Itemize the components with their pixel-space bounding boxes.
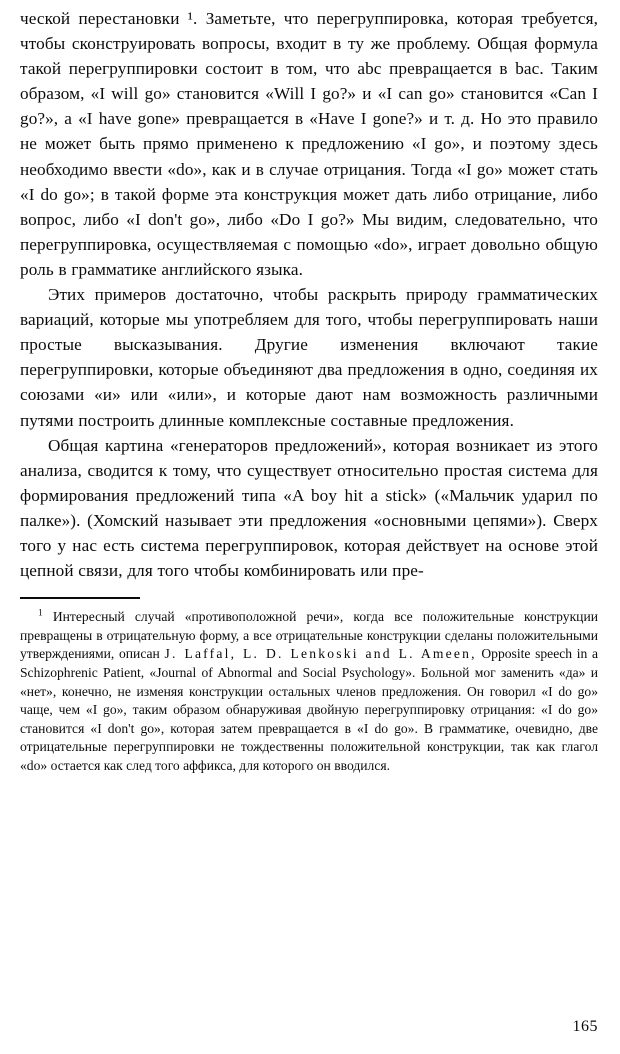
footnote-text-after-authors: Opposite speech in a Schizophrenic Patient, «Journal of Abnormal and Social Psychology». Больной мог заменить «да» и «нет», конечно, не изменяя конструкции остальных членов предложения. Он говорил «I do go» чаще, чем «I go», таким образом обнаруживая двойную перегруппировку отрицания: «I do go» становится «I don't go», которая затем превращается в «I do go». В грамматике, очевидно, две отрицательные перегруппировки не тождественны положительной конструкции, так как глагол «do» остается как след того аффикса, для которого он вводился.: [20, 646, 598, 773]
paragraph-3: Общая картина «генераторов предложений», которая возникает из этого анализа, сводится к тому, что существует относительно простая система для формирования предложений типа «A boy hit a stick» («Мальчик ударил по палке»). (Хомский называет эти предложения «основными цепями»). Сверх того у нас есть система перегруппировок, которая действует на основе этой цепной связи, для того чтобы комбинировать или пре-: [20, 435, 598, 581]
footnote-authors: J. Laffal, L. D. Lenkoski and L. Ameen,: [164, 646, 477, 662]
footnote-separator-rule: [20, 597, 140, 599]
footnote-text-before-authors: Интересный случай «противоположной речи», когда все положительные конструкции превращены в отрицательную форму, а все отрицательные конструкции сделаны положительными утверждениями, описан: [20, 609, 598, 662]
main-text-column: [20, 6, 598, 583]
footnote-marker: 1: [38, 608, 43, 619]
footnote-text: [20, 608, 598, 775]
page-number: 165: [572, 1018, 598, 1035]
paragraph-1: ческой перестановки ¹. Заметьте, что перегруппировка, которая требуется, чтобы сконструировать вопросы, входит в ту же проблему. Общая формула такой перегруппировки состоит в том, что abc превращается в bac. Таким образом, «I will go» становится «Will I go?» и «I can go» становится «Can I go?», а «I have gone» превращается в «Have I gone?» и т. д. Но это правило не может быть прямо применено к предложению «I go», и поэтому здесь необходимо ввести «do», как и в случае отрицания. Тогда «I go» может стать «I do go»; в такой форме эта конструкция может дать либо отрицание, либо вопрос, либо «I don't go», либо «Do I go?» Мы видим, следовательно, что перегруппировка, осуществляемая с помощью «do», играет довольно общую роль в грамматике английского языка.: [20, 9, 598, 279]
paragraph-2: Этих примеров достаточно, чтобы раскрыть природу грамматических вариаций, которые мы употребляем для того, чтобы перегруппировать наши простые высказывания. Другие изменения включают такие перегруппировки, которые объединяют два предложения в одно, соединяя их союзами «и» или «или», и которые дают нам возможность различными путями построить длинные комплексные составные предложения.: [20, 285, 598, 430]
footnote-block: [20, 608, 598, 775]
